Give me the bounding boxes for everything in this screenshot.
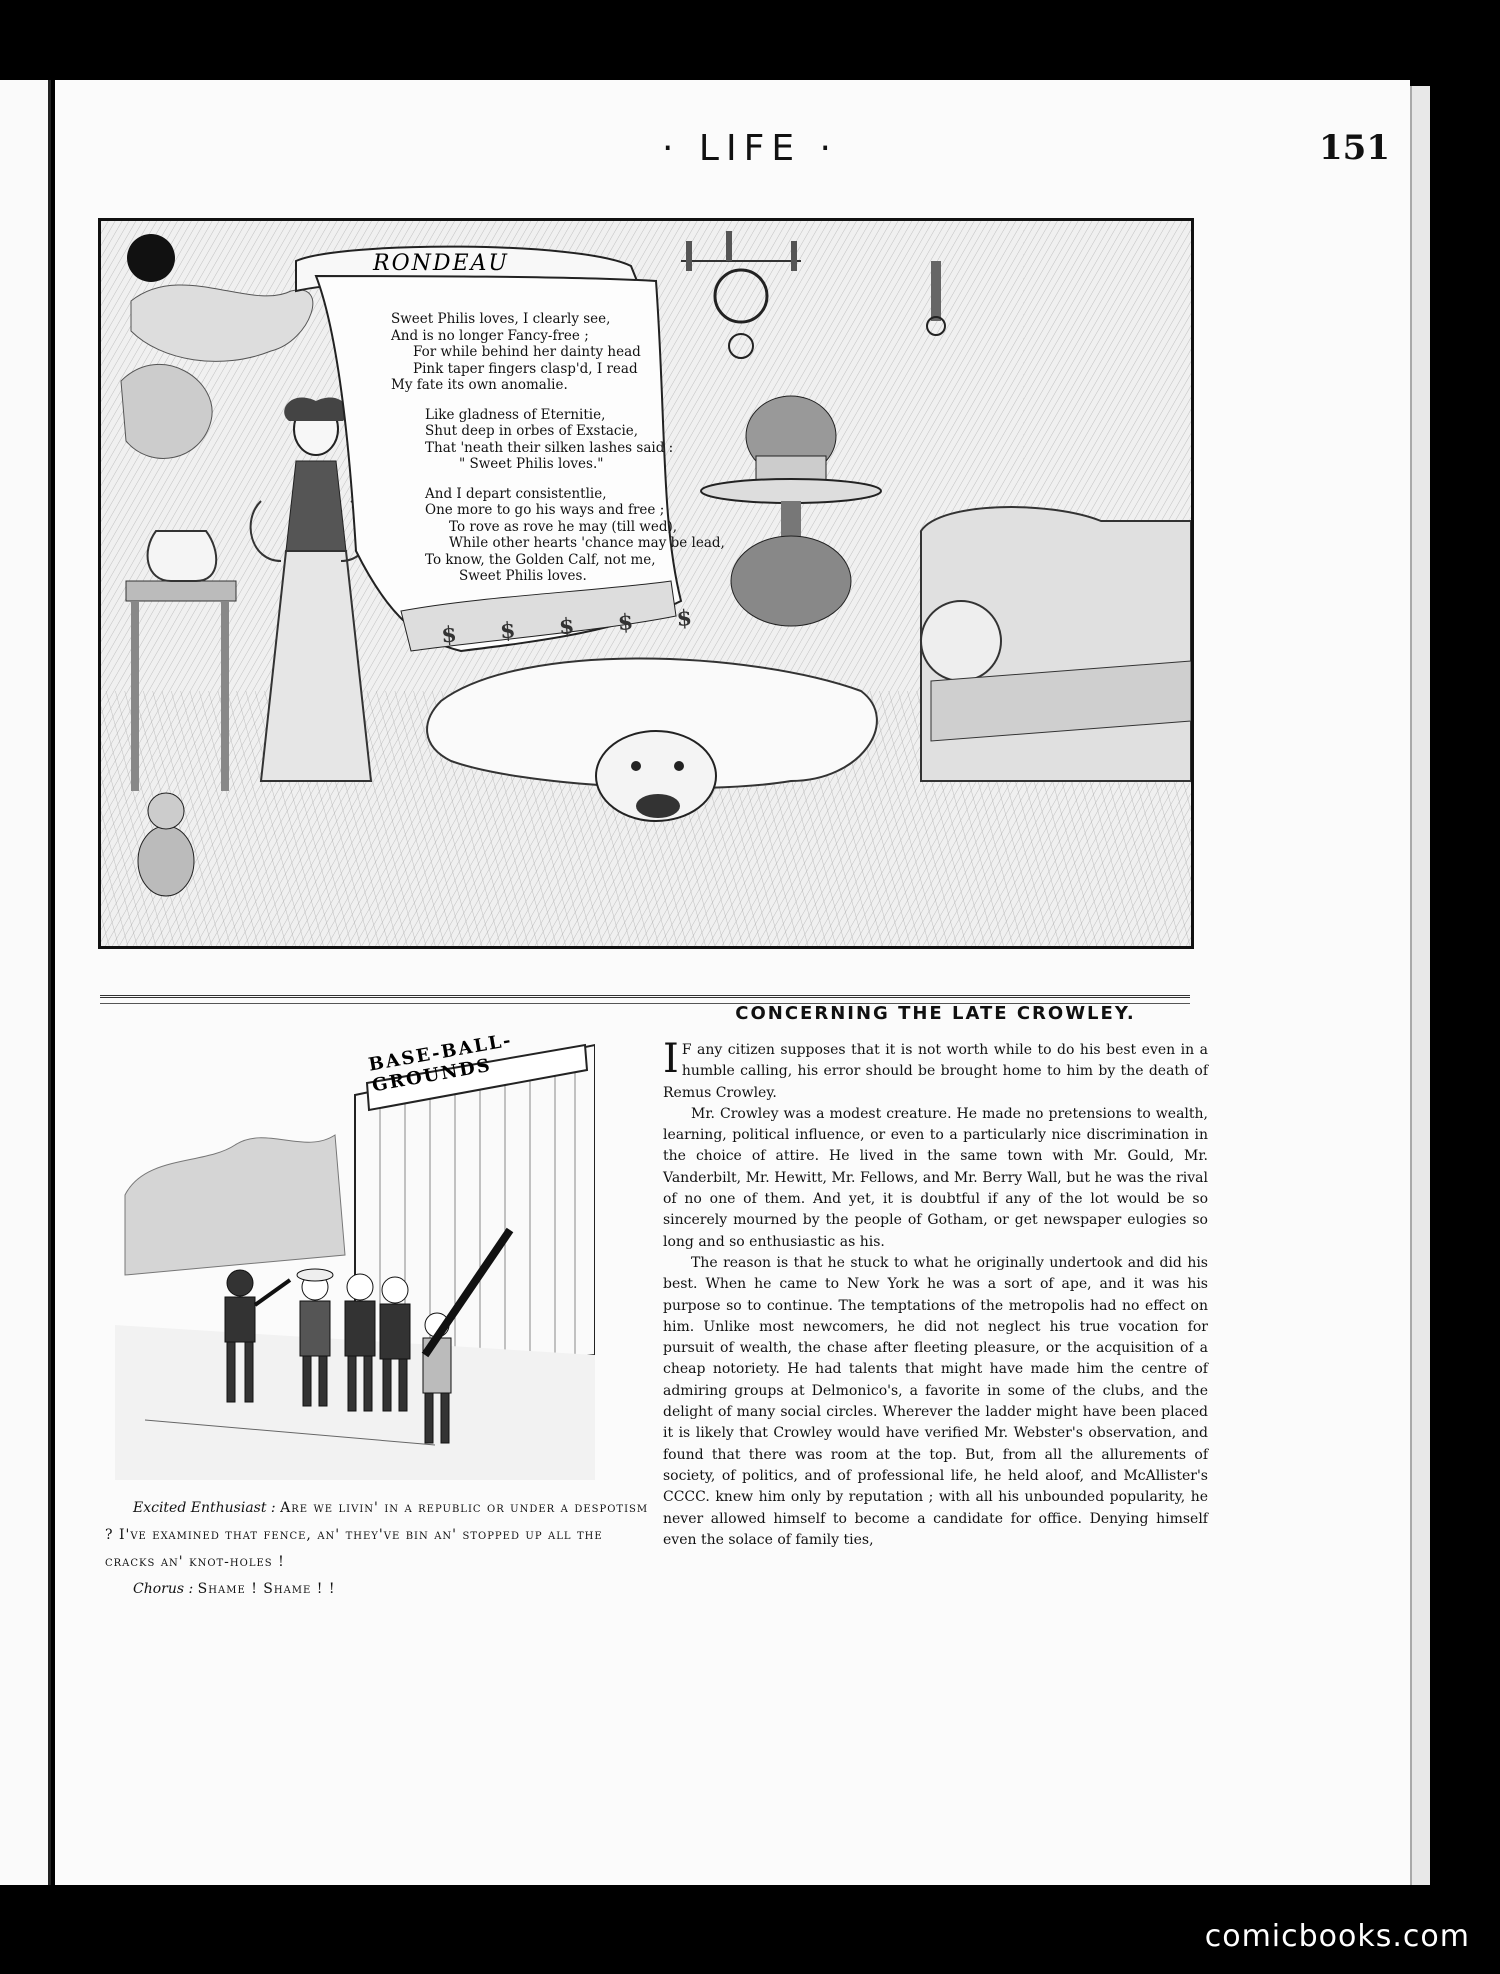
article-lead-text: F any citizen supposes that it is not worth while to do his best even in a humble calling, his error should be brought home to him by the death of Remus Crowley.: [663, 1042, 1208, 1101]
dollar-sign: $: [440, 620, 476, 649]
page-edge-shadow: [1410, 86, 1430, 1885]
rondeau-illustration: [98, 218, 1194, 949]
poem-stanza-1: [391, 311, 791, 394]
poem-stanza-2: [391, 407, 791, 473]
dollar-sign: $: [616, 607, 652, 637]
previous-page-edge: [0, 80, 51, 1885]
poem-line: Like gladness of Eternitie,: [425, 406, 606, 423]
poem-line: That 'neath their silken lashes said :: [425, 439, 674, 456]
poem-line: My fate its own anomalie.: [391, 377, 568, 393]
dollar-sign: $: [558, 611, 594, 641]
caption-chorus-text: Shame ! Shame ! !: [197, 1581, 336, 1597]
baseball-cartoon: [105, 1025, 595, 1480]
poem-line: To know, the Golden Calf, not me,: [425, 551, 656, 568]
drop-cap: I: [663, 1036, 679, 1082]
article-lead-paragraph: [663, 1036, 1208, 1104]
section-divider: [100, 995, 1190, 998]
cartoon-caption: [105, 1495, 650, 1603]
poem-line: To rove as rove he may (till wed),: [449, 518, 678, 535]
poem-line: For while behind her dainty head: [413, 344, 641, 360]
masthead: · LIFE ·: [662, 128, 838, 169]
poem-line: Sweet Philis loves, I clearly see,: [391, 311, 611, 327]
page-number: 151: [1319, 128, 1390, 168]
poem-line: " Sweet Philis loves.": [459, 456, 604, 472]
poem-line: Pink taper fingers clasp'd, I read: [413, 360, 638, 377]
poem-line: And I depart consistentlie,: [425, 485, 607, 502]
poem-line: One more to go his ways and free ;: [425, 502, 665, 518]
poem-line: Shut deep in orbes of Exstacie,: [425, 423, 639, 439]
article-paragraph: Mr. Crowley was a modest creature. He made no pretensions to wealth, learning, political influence, or even to a particularly nice discrimination in the choice of attire. He lived in the same town with Mr. Gould, Mr. Vanderbilt, Mr. Hewitt, Mr. Fellows, and Mr. Berry Wall, but he was the rival of no one of them. And yet, it is doubtful if any of the lot would be so sincerely mourned by the people of Gotham, or get newspaper eulogies so long and so enthusiastic as his.: [663, 1105, 1208, 1250]
seal-icon: [127, 234, 175, 282]
article-paragraph: The reason is that he stuck to what he originally undertook and did his best. When he came to New York he was a sort of ape, and it was his purpose so to continue. The temptations of the metropolis had no effect on him. Unlike most newcomers, he did not neglect his true vocation for pursuit of wealth, the chase after fleeting pleasure, or the acquisition of a cheap notoriety. He had talents that might have made him the centre of admiring groups at Delmonico's, a favorite in some of the clubs, and the delight of many social circles. Wherever the ladder might have been placed it is likely that Crowley would have verified Mr. Webster's observation, and found that there was room at the top. But, from all the allurements of society, of politics, and of professional life, he held aloof, and McAllister's CCCC. knew him only by reputation ; with all his unbounded popularity, he never allowed himself to become a candidate for office. Denying himself even the solace of family ties,: [663, 1254, 1208, 1548]
rondeau-title: RONDEAU: [373, 251, 509, 276]
caption-speaker: Excited Enthusiast :: [133, 1500, 276, 1516]
caption-chorus: [105, 1576, 650, 1603]
baseball-fence-drawing: [105, 1025, 595, 1480]
dollar-sign: $: [675, 603, 711, 632]
article-title: CONCERNING THE LATE CROWLEY.: [735, 1003, 1136, 1024]
site-watermark: comicbooks.com: [1204, 1919, 1470, 1954]
base-ball-grounds-sign: BASE-BALL-GROUNDS: [367, 1029, 515, 1097]
poem-stanza-3: [391, 486, 791, 585]
poem-line: Sweet Philis loves.: [459, 568, 587, 584]
poem-line: While other hearts 'chance may be lead,: [449, 535, 725, 551]
crowley-article: [663, 1003, 1208, 1551]
poem-line: And is no longer Fancy-free ;: [391, 327, 589, 344]
caption-chorus-label: Chorus :: [133, 1581, 194, 1597]
rondeau-poem: [391, 311, 791, 598]
dollar-sign: $: [499, 615, 535, 645]
caption-speech: Are we livin' in a republic or under a despotism ? I've examined that fence, an' they've bin an' stopped up all the cracks an' knot-holes !: [105, 1500, 649, 1570]
